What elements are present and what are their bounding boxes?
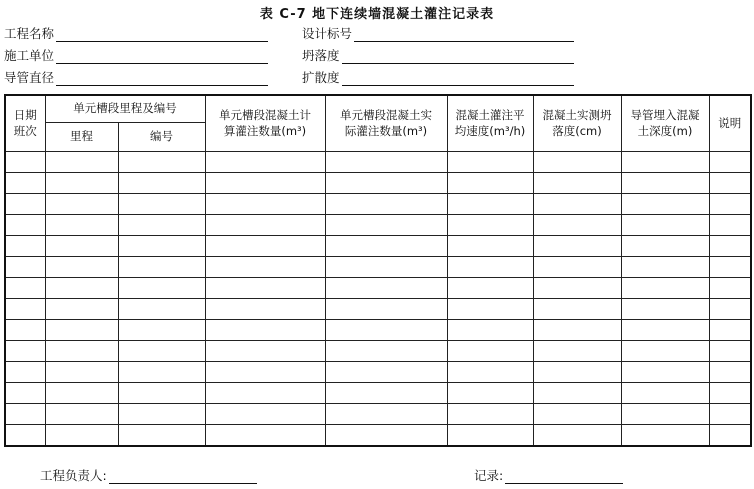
slump-field [302, 46, 574, 64]
table-cell[interactable] [205, 425, 325, 447]
table-row [5, 215, 751, 236]
table-cell[interactable] [45, 383, 118, 404]
project-name-label: 工程名称 [4, 26, 55, 41]
table-cell[interactable] [533, 404, 621, 425]
recorder-label: 记录: [474, 468, 504, 483]
table-cell[interactable] [447, 152, 533, 173]
table-cell[interactable] [5, 236, 45, 257]
table-cell[interactable] [447, 257, 533, 278]
table-cell[interactable] [709, 215, 751, 236]
table-row [5, 299, 751, 320]
table-cell[interactable] [621, 278, 709, 299]
project-name-line[interactable] [56, 28, 268, 42]
pipe-diameter-line[interactable] [56, 72, 268, 86]
table-cell[interactable] [325, 404, 447, 425]
header-calc-volume [205, 95, 325, 152]
header-unit-group: 单元槽段里程及编号 [45, 95, 205, 123]
table-cell[interactable] [45, 152, 118, 173]
table-cell[interactable] [621, 194, 709, 215]
header-remarks: 说明 [709, 95, 751, 152]
header-actual-volume [325, 95, 447, 152]
table-cell[interactable] [45, 236, 118, 257]
table-cell[interactable] [621, 383, 709, 404]
table-cell[interactable] [205, 383, 325, 404]
table-cell[interactable] [325, 320, 447, 341]
table-row [5, 362, 751, 383]
table-cell[interactable] [709, 194, 751, 215]
table-cell[interactable] [325, 257, 447, 278]
spread-field [302, 68, 574, 86]
table-cell[interactable] [205, 152, 325, 173]
table-cell[interactable] [205, 194, 325, 215]
table-cell[interactable] [709, 299, 751, 320]
table-row [5, 425, 751, 447]
table-cell[interactable] [709, 152, 751, 173]
header-avg-speed [447, 95, 533, 152]
construction-unit-label: 施工单位 [4, 48, 55, 63]
table-cell[interactable] [709, 278, 751, 299]
table-cell[interactable] [205, 299, 325, 320]
table-cell[interactable] [118, 236, 205, 257]
recorder-field [474, 466, 623, 484]
table-cell[interactable] [533, 215, 621, 236]
table-cell[interactable] [205, 404, 325, 425]
table-cell[interactable] [447, 278, 533, 299]
table-cell[interactable] [621, 215, 709, 236]
table-row [5, 194, 751, 215]
header-depth-line2: 土深度(m) [637, 123, 693, 138]
table-cell[interactable] [533, 320, 621, 341]
table-cell[interactable] [533, 362, 621, 383]
table-cell[interactable] [118, 341, 205, 362]
slump-line[interactable] [342, 50, 574, 64]
design-mark-field [302, 24, 574, 42]
table-cell[interactable] [325, 194, 447, 215]
table-cell[interactable] [533, 152, 621, 173]
table-cell[interactable] [533, 173, 621, 194]
construction-unit-line[interactable] [56, 50, 268, 64]
table-cell[interactable] [45, 362, 118, 383]
table-cell[interactable] [5, 341, 45, 362]
table-cell[interactable] [45, 320, 118, 341]
table-row [5, 236, 751, 257]
table-cell[interactable] [45, 425, 118, 447]
table-cell[interactable] [325, 383, 447, 404]
table-cell[interactable] [5, 278, 45, 299]
person-in-charge-line[interactable] [109, 470, 257, 484]
table-body [5, 152, 751, 447]
table-cell[interactable] [5, 173, 45, 194]
table-cell[interactable] [118, 215, 205, 236]
table-cell[interactable] [118, 152, 205, 173]
design-mark-line[interactable] [354, 28, 574, 42]
table-cell[interactable] [205, 278, 325, 299]
table-cell[interactable] [621, 404, 709, 425]
table-cell[interactable] [709, 383, 751, 404]
table-cell[interactable] [621, 173, 709, 194]
table-cell[interactable] [118, 299, 205, 320]
table-cell[interactable] [533, 278, 621, 299]
table-cell[interactable] [325, 278, 447, 299]
table-cell[interactable] [447, 425, 533, 447]
table-cell[interactable] [45, 257, 118, 278]
table-cell[interactable] [533, 341, 621, 362]
table-cell[interactable] [621, 299, 709, 320]
header-depth [621, 95, 709, 152]
table-cell[interactable] [447, 320, 533, 341]
header-date-label: 日期 [13, 107, 37, 122]
table-cell[interactable] [533, 425, 621, 447]
table-cell[interactable] [325, 173, 447, 194]
record-table [4, 94, 752, 447]
header-calc-volume-line2: 算灌注数量(m³) [223, 123, 307, 138]
table-cell[interactable] [5, 425, 45, 447]
table-cell[interactable] [45, 278, 118, 299]
table-cell[interactable] [447, 215, 533, 236]
table-cell[interactable] [45, 173, 118, 194]
header-actual-volume-line2: 际灌注数量(m³) [344, 123, 428, 138]
table-cell[interactable] [205, 257, 325, 278]
table-cell[interactable] [325, 236, 447, 257]
table-cell[interactable] [205, 341, 325, 362]
table-cell[interactable] [5, 299, 45, 320]
table-cell[interactable] [709, 341, 751, 362]
spread-line[interactable] [342, 72, 574, 86]
header-calc-volume-line1: 单元槽段混凝土计 [219, 107, 311, 122]
table-cell[interactable] [45, 194, 118, 215]
project-name-field [4, 24, 268, 42]
table-cell[interactable] [118, 425, 205, 447]
table-cell[interactable] [325, 215, 447, 236]
table-cell[interactable] [709, 173, 751, 194]
table-cell[interactable] [118, 362, 205, 383]
table-cell[interactable] [45, 215, 118, 236]
table-cell[interactable] [205, 320, 325, 341]
table-row [5, 173, 751, 194]
table-cell[interactable] [621, 320, 709, 341]
table-cell[interactable] [5, 362, 45, 383]
header-mileage: 里程 [45, 123, 118, 152]
table-cell[interactable] [447, 299, 533, 320]
table-cell[interactable] [118, 278, 205, 299]
form-title: 表 C-7 地下连续墙混凝土灌注记录表 [259, 7, 495, 22]
table-cell[interactable] [447, 194, 533, 215]
table-cell[interactable] [447, 404, 533, 425]
table-cell[interactable] [709, 425, 751, 447]
design-mark-label: 设计标号 [302, 26, 353, 41]
table-cell[interactable] [118, 320, 205, 341]
table-cell[interactable] [118, 383, 205, 404]
table-cell[interactable] [45, 404, 118, 425]
person-in-charge-field [40, 466, 257, 484]
construction-unit-field [4, 46, 268, 64]
table-cell[interactable] [447, 383, 533, 404]
table-cell[interactable] [45, 299, 118, 320]
table-cell[interactable] [709, 362, 751, 383]
header-depth-line1: 导管埋入混凝 [630, 107, 700, 122]
table-cell[interactable] [118, 404, 205, 425]
table-row [5, 341, 751, 362]
table-cell[interactable] [5, 383, 45, 404]
table-cell[interactable] [325, 152, 447, 173]
table-cell[interactable] [621, 236, 709, 257]
header-slump [533, 95, 621, 152]
recorder-line[interactable] [505, 470, 623, 484]
table-cell[interactable] [118, 194, 205, 215]
table-cell[interactable] [709, 236, 751, 257]
table-cell[interactable] [533, 194, 621, 215]
table-cell[interactable] [5, 320, 45, 341]
table-cell[interactable] [5, 194, 45, 215]
table-cell[interactable] [621, 257, 709, 278]
table-row [5, 320, 751, 341]
table-cell[interactable] [118, 257, 205, 278]
table-cell[interactable] [709, 257, 751, 278]
table-cell[interactable] [5, 257, 45, 278]
table-cell[interactable] [621, 341, 709, 362]
table-cell[interactable] [325, 341, 447, 362]
table-cell[interactable] [205, 173, 325, 194]
table-cell[interactable] [447, 362, 533, 383]
table-cell[interactable] [621, 152, 709, 173]
table-row [5, 278, 751, 299]
table-cell[interactable] [45, 341, 118, 362]
table-cell[interactable] [533, 299, 621, 320]
table-cell[interactable] [5, 152, 45, 173]
table-cell[interactable] [118, 173, 205, 194]
header-avg-speed-line2: 均速度(m³/h) [454, 123, 526, 138]
table-cell[interactable] [205, 362, 325, 383]
pipe-diameter-field [4, 68, 268, 86]
spread-label: 扩散度 [302, 70, 340, 85]
table-cell[interactable] [533, 236, 621, 257]
person-in-charge-label: 工程负责人: [40, 468, 107, 483]
header-number: 编号 [118, 123, 205, 152]
table-row [5, 257, 751, 278]
table-cell[interactable] [621, 425, 709, 447]
table-row [5, 404, 751, 425]
header-avg-speed-line1: 混凝土灌注平 [455, 107, 525, 122]
table-row [5, 383, 751, 404]
table-row [5, 152, 751, 173]
header-shift-label: 班次 [13, 123, 37, 138]
table-cell[interactable] [709, 404, 751, 425]
table-cell[interactable] [5, 215, 45, 236]
table-cell[interactable] [325, 362, 447, 383]
table-cell[interactable] [533, 257, 621, 278]
table-cell[interactable] [447, 173, 533, 194]
table-cell[interactable] [205, 215, 325, 236]
slump-label: 坍落度 [302, 48, 340, 63]
table-cell[interactable] [325, 425, 447, 447]
table-cell[interactable] [325, 299, 447, 320]
header-actual-volume-line1: 单元槽段混凝土实 [340, 107, 432, 122]
table-cell[interactable] [709, 320, 751, 341]
table-cell[interactable] [533, 383, 621, 404]
header-date-shift [5, 95, 45, 152]
table-cell[interactable] [621, 362, 709, 383]
table-cell[interactable] [447, 341, 533, 362]
table-cell[interactable] [205, 236, 325, 257]
header-slump-line1: 混凝土实测坍 [542, 107, 612, 122]
table-cell[interactable] [5, 404, 45, 425]
pipe-diameter-label: 导管直径 [4, 70, 55, 85]
header-slump-line2: 落度(cm) [552, 123, 602, 138]
table-cell[interactable] [447, 236, 533, 257]
